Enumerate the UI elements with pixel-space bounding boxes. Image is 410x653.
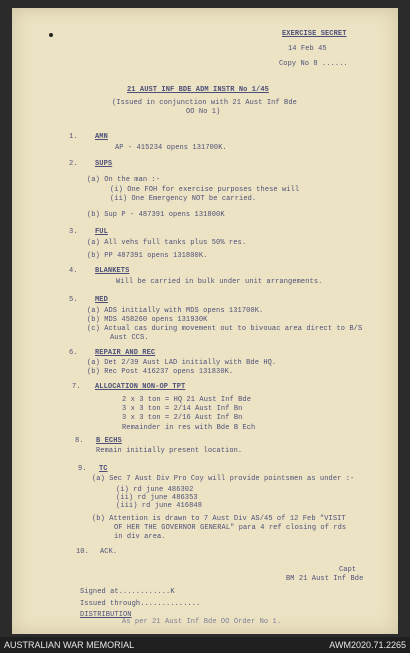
section-heading-amn: AMN [95, 133, 108, 141]
footer-source: AUSTRALIAN WAR MEMORIAL [4, 640, 135, 650]
section-number: 8. [75, 437, 84, 445]
section-heading-b-echs: B ECHS [96, 437, 122, 445]
section-line: (ii) rd june 486353 [116, 494, 198, 502]
section-line: (a) Sec 7 Aust Div Pro Coy will provide pointsmen as under :- [92, 475, 355, 483]
signatory-rank: Capt [339, 566, 357, 574]
allocation-line: 3 x 3 ton = 2/16 Aust Inf Bn [122, 414, 243, 422]
section-line: (a) Det 2/39 Aust LAD initially with Bde HQ. [87, 359, 277, 367]
allocation-line: 3 x 3 ton = 2/14 Aust Inf Bn [122, 405, 243, 413]
section-line: in div area. [114, 533, 166, 541]
section-line: (c) Actual cas during movement out to bivouac area direct to B/S [87, 325, 363, 333]
section-heading-ful: FUL [95, 228, 108, 236]
issued-through: Issued through.............. [80, 600, 201, 608]
section-number: 3. [69, 228, 78, 236]
section-number: 5. [69, 296, 78, 304]
classification: EXERCISE SECRET [282, 30, 347, 38]
section-number: 6. [69, 349, 78, 357]
section-heading-tc: TC [99, 465, 108, 473]
document-title: 21 AUST INF BDE ADM INSTR No 1/45 [127, 86, 269, 94]
section-line: (b) Attention is drawn to 7 Aust Div AS/45 of 12 Feb "VISIT [92, 515, 346, 523]
section-heading-blankets: BLANKETS [95, 267, 130, 275]
section-line: (a) On the man :- [87, 176, 161, 184]
archive-footer [0, 637, 410, 653]
section-heading-allocation: ALLOCATION NON-OP TPT [95, 383, 186, 391]
section-line: (b) Rec Post 416237 opens 131830K. [87, 368, 234, 376]
distribution-line: As per 21 Aust Inf Bde OO Order No 1. [122, 618, 282, 626]
section-line: (a) ADS initially with MDS opens 131700K. [87, 307, 264, 315]
section-line: (ii) One Emergency NOT be carried. [110, 195, 257, 203]
section-number: 10. [76, 548, 89, 556]
section-line: (a) All vehs full tanks plus 50% res. [87, 239, 247, 247]
section-number: 1. [69, 133, 78, 141]
copy-number: Copy No 8 ...... [279, 60, 348, 68]
section-line: (iii) rd june 416848 [116, 502, 203, 510]
section-number: 2. [69, 160, 78, 168]
section-number: 9. [78, 465, 87, 473]
section-heading-ack: ACK. [100, 548, 118, 556]
ink-spot [49, 33, 53, 37]
section-line: (b) PP 487391 opens 131800K. [87, 252, 208, 260]
distribution-heading: DISTRIBUTION [80, 611, 132, 619]
footer-accession: AWM2020.71.2265 [329, 640, 406, 650]
section-heading-repair: REPAIR AND REC [95, 349, 156, 357]
section-number: 7. [72, 383, 81, 391]
section-line: (b) Sup P - 487391 opens 131800K [87, 211, 225, 219]
section-line: Remain initially present location. [96, 447, 243, 455]
section-heading-sups: SUPS [95, 160, 113, 168]
signatory-appointment: BM 21 Aust Inf Bde [286, 575, 364, 583]
section-line: OF HER THE GOVERNOR GENERAL" para 4 ref closing of rds [114, 524, 347, 532]
section-line: (i) rd june 486302 [116, 486, 194, 494]
section-line: Aust CCS. [110, 334, 149, 342]
section-line: Will be carried in bulk under unit arrangements. [116, 278, 323, 286]
subtitle-line-2: OO No 1) [186, 108, 221, 116]
section-line: (i) One FOH for exercise purposes these will [110, 186, 300, 194]
section-number: 4. [69, 267, 78, 275]
subtitle-line-1: (Issued in conjunction with 21 Aust Inf Bde [112, 99, 297, 107]
allocation-line: Remainder in res with Bde B Ech [122, 424, 256, 432]
allocation-line: 2 x 3 ton = HQ 21 Aust Inf Bde [122, 396, 252, 404]
signed-at: Signed at............K [80, 588, 175, 596]
section-line: (b) MDS 458260 opens 131930K [87, 316, 208, 324]
section-line: AP - 415234 opens 131700K. [115, 144, 227, 152]
document-date: 14 Feb 45 [288, 45, 327, 53]
section-heading-med: MED [95, 296, 108, 304]
